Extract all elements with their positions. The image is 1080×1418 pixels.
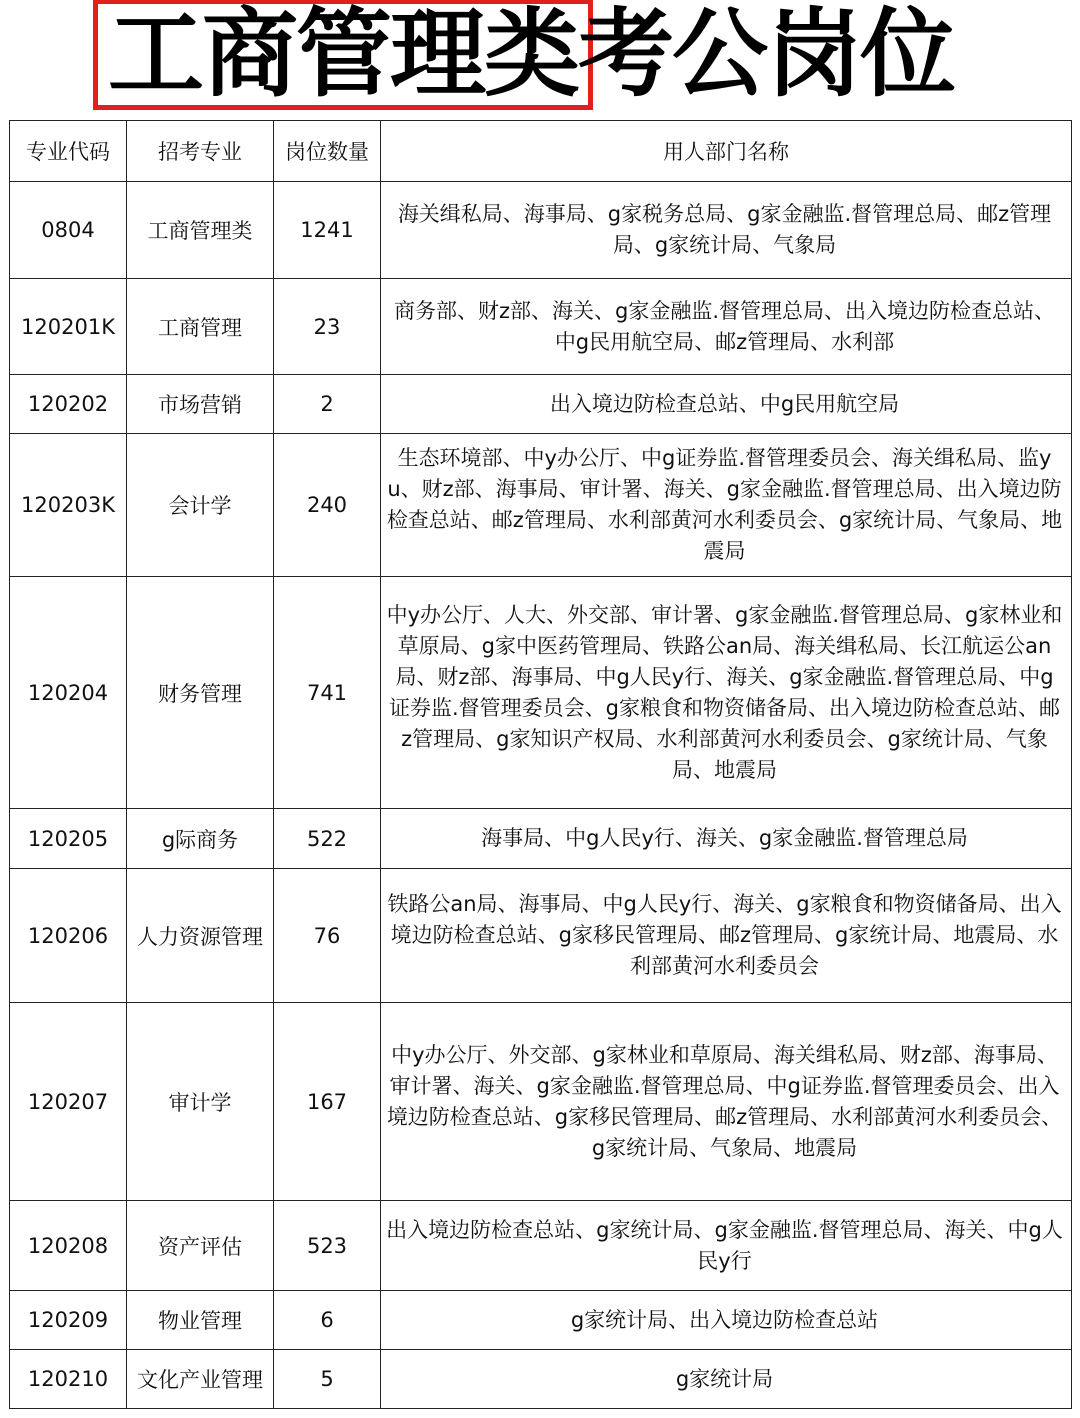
cell-major: 审计学 — [127, 1003, 274, 1201]
cell-major: 会计学 — [127, 434, 274, 577]
cell-count: 23 — [274, 279, 381, 375]
table-row — [10, 869, 1072, 1003]
cell-code: 120204 — [10, 577, 127, 809]
cell-code: 120203K — [10, 434, 127, 577]
table-header-row — [10, 121, 1072, 182]
cell-count: 1241 — [274, 182, 381, 279]
cell-major: g际商务 — [127, 809, 274, 869]
cell-depts: 出入境边防检查总站、g家统计局、g家金融监.督管理总局、海关、中g人民y行 — [381, 1201, 1072, 1291]
table-row — [10, 1291, 1072, 1350]
cell-code: 120205 — [10, 809, 127, 869]
cell-depts: 海关缉私局、海事局、g家税务总局、g家金融监.督管理总局、邮z管理局、g家统计局、气象局 — [381, 182, 1072, 279]
cell-count: 523 — [274, 1201, 381, 1291]
page-title-area — [0, 0, 1080, 118]
table-row — [10, 279, 1072, 375]
table-row — [10, 434, 1072, 577]
page-title — [108, 0, 954, 110]
table-row — [10, 1201, 1072, 1291]
cell-major: 人力资源管理 — [127, 869, 274, 1003]
table-row — [10, 1350, 1072, 1409]
cell-major: 文化产业管理 — [127, 1350, 274, 1409]
cell-major: 市场营销 — [127, 375, 274, 434]
cell-depts: 铁路公an局、海事局、中g人民y行、海关、g家粮食和物资储备局、出入境边防检查总站、g家移民管理局、邮z管理局、g家统计局、地震局、水利部黄河水利委员会 — [381, 869, 1072, 1003]
table-row — [10, 182, 1072, 279]
table-row — [10, 375, 1072, 434]
header-dept: 用人部门名称 — [381, 121, 1072, 182]
cell-count: 76 — [274, 869, 381, 1003]
cell-depts: g家统计局 — [381, 1350, 1072, 1409]
header-code: 专业代码 — [10, 121, 127, 182]
cell-count: 167 — [274, 1003, 381, 1201]
table-row — [10, 809, 1072, 869]
cell-major: 工商管理 — [127, 279, 274, 375]
cell-major: 资产评估 — [127, 1201, 274, 1291]
cell-count: 240 — [274, 434, 381, 577]
cell-major: 物业管理 — [127, 1291, 274, 1350]
cell-major: 工商管理类 — [127, 182, 274, 279]
table-row — [10, 1003, 1072, 1201]
cell-code: 120202 — [10, 375, 127, 434]
cell-code: 120209 — [10, 1291, 127, 1350]
cell-code: 120208 — [10, 1201, 127, 1291]
table-row — [10, 577, 1072, 809]
cell-count: 522 — [274, 809, 381, 869]
cell-code: 120210 — [10, 1350, 127, 1409]
cell-code: 120207 — [10, 1003, 127, 1201]
title-rest-part: 考公岗位 — [578, 0, 954, 110]
cell-depts: 生态环境部、中y办公厅、中g证券监.督管理委员会、海关缉私局、监yu、财z部、海事局、审计署、海关、g家金融监.督管理总局、出入境边防检查总站、邮z管理局、水利部黄河水利委员会、g家统计局、气象局、地震局 — [381, 434, 1072, 577]
cell-major: 财务管理 — [127, 577, 274, 809]
cell-depts: 海事局、中g人民y行、海关、g家金融监.督管理总局 — [381, 809, 1072, 869]
cell-count: 741 — [274, 577, 381, 809]
cell-code: 120206 — [10, 869, 127, 1003]
cell-depts: 出入境边防检查总站、中g民用航空局 — [381, 375, 1072, 434]
cell-count: 2 — [274, 375, 381, 434]
title-highlighted-part: 工商管理类 — [108, 0, 578, 110]
header-major: 招考专业 — [127, 121, 274, 182]
cell-depts: 中y办公厅、人大、外交部、审计署、g家金融监.督管理总局、g家林业和草原局、g家中医药管理局、铁路公an局、海关缉私局、长江航运公an局、财z部、海事局、中g人民y行、海关、g家金融监.督管理总局、中g证券监.督管理委员会、g家粮食和物资储备局、出入境边防检查总站、邮z管理局、g家知识产权局、水利部黄河水利委员会、g家统计局、气象局、地震局 — [381, 577, 1072, 809]
cell-count: 5 — [274, 1350, 381, 1409]
header-count: 岗位数量 — [274, 121, 381, 182]
positions-table — [9, 120, 1072, 1409]
cell-count: 6 — [274, 1291, 381, 1350]
cell-code: 120201K — [10, 279, 127, 375]
cell-depts: 中y办公厅、外交部、g家林业和草原局、海关缉私局、财z部、海事局、审计署、海关、g家金融监.督管理总局、中g证券监.督管理委员会、出入境边防检查总站、g家移民管理局、邮z管理局、水利部黄河水利委员会、g家统计局、气象局、地震局 — [381, 1003, 1072, 1201]
cell-depts: g家统计局、出入境边防检查总站 — [381, 1291, 1072, 1350]
cell-code: 0804 — [10, 182, 127, 279]
cell-depts: 商务部、财z部、海关、g家金融监.督管理总局、出入境边防检查总站、中g民用航空局、邮z管理局、水利部 — [381, 279, 1072, 375]
